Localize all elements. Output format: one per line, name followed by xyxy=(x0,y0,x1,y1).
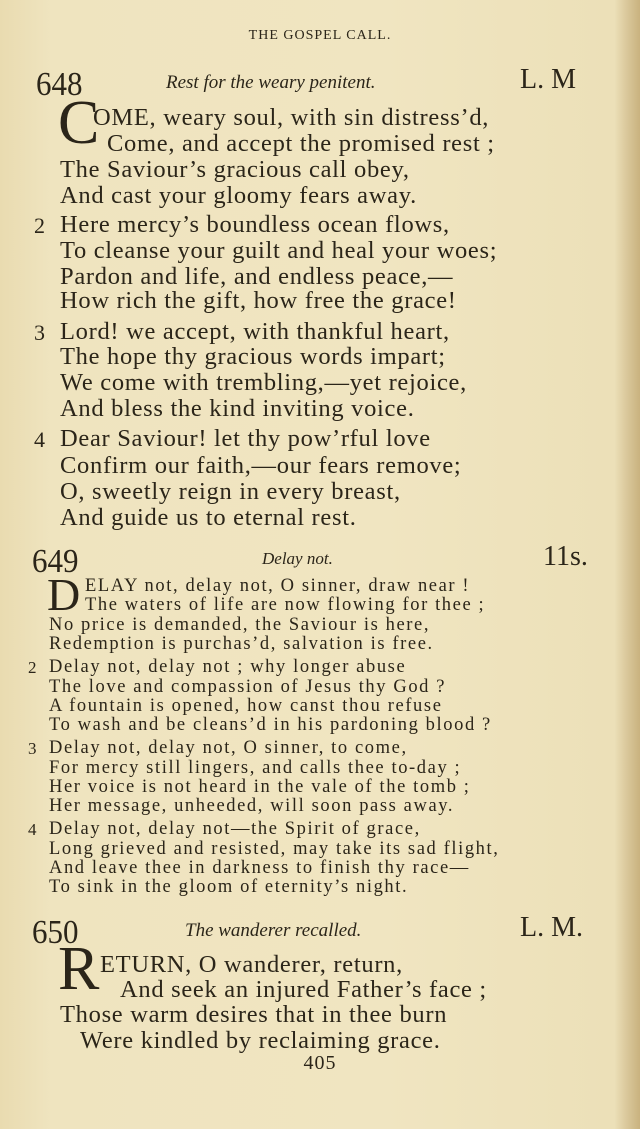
verse-line: Pardon and life, and endless peace,— xyxy=(60,263,454,290)
hymn-title: Delay not. xyxy=(262,549,333,568)
verse-line: Delay not, delay not ; why longer abuse xyxy=(49,657,407,677)
verse-line: And leave thee in darkness to finish thy race— xyxy=(49,858,470,878)
verse-line: To wash and be cleans’d in his pardoning blood ? xyxy=(49,715,492,735)
drop-cap: R xyxy=(58,935,100,1003)
verse-line: And guide us to eternal rest. xyxy=(60,504,357,531)
verse-line: No price is demanded, the Saviour is here, xyxy=(49,615,431,635)
hymn-meter: L. M xyxy=(520,64,576,95)
verse-line: Delay not, delay not, O sinner, to come, xyxy=(49,738,408,758)
hymn-meter: L. M. xyxy=(520,912,583,943)
verse-line: The waters of life are now flowing for thee ; xyxy=(85,595,486,615)
verse-number: 4 xyxy=(34,427,45,452)
verse-line: Long grieved and resisted, may take its sad flight, xyxy=(49,839,500,859)
verse-line: The hope thy gracious words impart; xyxy=(60,343,446,370)
verse-line: Those warm desires that in thee burn xyxy=(60,1001,448,1028)
hymn-title: The wanderer recalled. xyxy=(185,920,362,941)
hymn-number: 648 xyxy=(36,64,83,103)
drop-cap: D xyxy=(47,569,81,620)
verse-line: O, sweetly reign in every breast, xyxy=(60,478,401,505)
verse-line: And cast your gloomy fears away. xyxy=(60,182,417,209)
verse-line: The Saviour’s gracious call obey, xyxy=(60,156,410,183)
verse-line: How rich the gift, how free the grace! xyxy=(60,287,457,314)
verse-line: Redemption is purchas’d, salvation is free. xyxy=(49,634,434,654)
verse-line: And bless the kind inviting voice. xyxy=(60,395,415,422)
verse-number: 2 xyxy=(34,213,45,238)
running-head: THE GOSPEL CALL. xyxy=(248,28,392,43)
hymn-meter: 11s. xyxy=(543,541,588,572)
verse-line: Her message, unheeded, will soon pass away. xyxy=(49,796,455,816)
verse-line: Delay not, delay not—the Spirit of grace, xyxy=(49,819,421,839)
verse-line: For mercy still lingers, and calls thee to-day ; xyxy=(49,758,462,778)
verse-line: The love and compassion of Jesus thy God ? xyxy=(49,677,447,697)
verse-number: 3 xyxy=(28,739,37,758)
page-number: 405 xyxy=(303,1052,337,1074)
verse-line: A fountain is opened, how canst thou refuse xyxy=(49,696,443,716)
verse-line: Lord! we accept, with thankful heart, xyxy=(60,318,450,345)
verse-number: 2 xyxy=(28,658,37,677)
drop-cap: C xyxy=(58,89,100,157)
verse-line: Confirm our faith,—our fears remove; xyxy=(60,452,462,479)
verse-line: Here mercy’s boundless ocean flows, xyxy=(60,211,450,238)
verse-line: Dear Saviour! let thy pow’rful love xyxy=(60,425,431,452)
hymn-title: Rest for the weary penitent. xyxy=(166,72,376,93)
verse-line: We come with trembling,—yet rejoice, xyxy=(60,369,467,396)
verse-line: Were kindled by reclaiming grace. xyxy=(80,1027,441,1054)
verse-line: Her voice is not heard in the vale of the tomb ; xyxy=(49,777,471,797)
hymn-number: 649 xyxy=(32,541,79,580)
verse-line: To cleanse your guilt and heal your woes; xyxy=(60,237,498,264)
hymn-number: 650 xyxy=(32,912,79,951)
verse-line: And seek an injured Father’s face ; xyxy=(120,976,487,1003)
verse-number: 4 xyxy=(28,820,37,839)
verse-number: 3 xyxy=(34,320,45,345)
verse-line: OME, weary soul, with sin distress’d, xyxy=(93,104,490,131)
verse-line: Come, and accept the promised rest ; xyxy=(107,130,495,157)
verse-line: ELAY not, delay not, O sinner, draw near ! xyxy=(85,576,471,596)
verse-line: To sink in the gloom of eternity’s night. xyxy=(49,877,409,897)
verse-line: ETURN, O wanderer, return, xyxy=(100,951,403,978)
